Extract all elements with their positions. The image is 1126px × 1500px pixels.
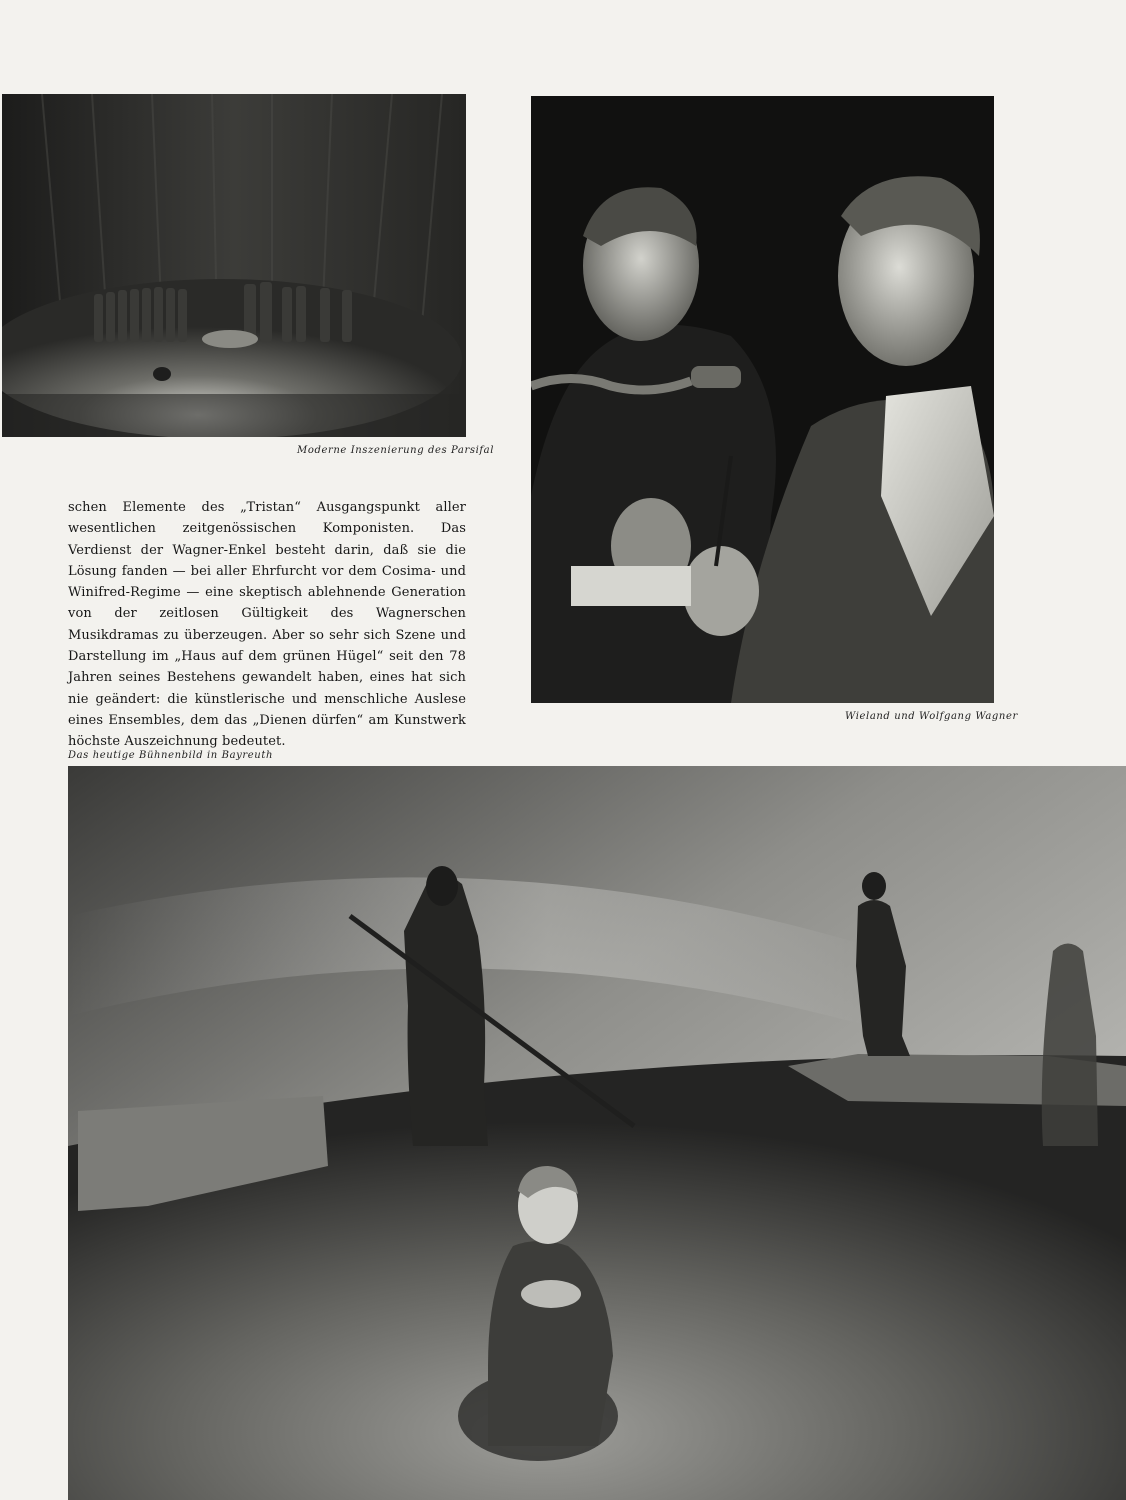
article-body-text: schen Elemente des „Tristan“ Ausgangspunkt aller wesentlichen zeitgenössischen Komponisten. Das Verdienst der Wagner-Enkel besteht darin, daß sie die Lösung fanden — bei aller Ehrfurcht vor dem Cosima- und Winifred-Regime — eine skeptisch ablehnende Generation von der zeitlosen Gültigkeit des Wagnerschen Musikdramas zu überzeugen. Aber so sehr sich Szene und Darstellung im „Haus auf dem grünen Hügel“ seit den 78 Jahren seines Bestehens gewandelt haben, eines hat sich nie geändert: die künstlerische und menschliche Auslese eines Ensembles, dem das „Dienen dürfen“ am Kunstwerk höchste Auszeichnung bedeutet. (68, 500, 466, 750)
parsifal-photo (2, 94, 466, 437)
wagner-caption: Wieland und Wolfgang Wagner (845, 711, 1018, 722)
parsifal-caption: Moderne Inszenierung des Parsifal (297, 445, 495, 456)
stage-caption: Das heutige Bühnenbild in Bayreuth (68, 750, 273, 761)
stage-photo (68, 766, 1126, 1500)
wagner-portrait-photo (531, 96, 994, 703)
